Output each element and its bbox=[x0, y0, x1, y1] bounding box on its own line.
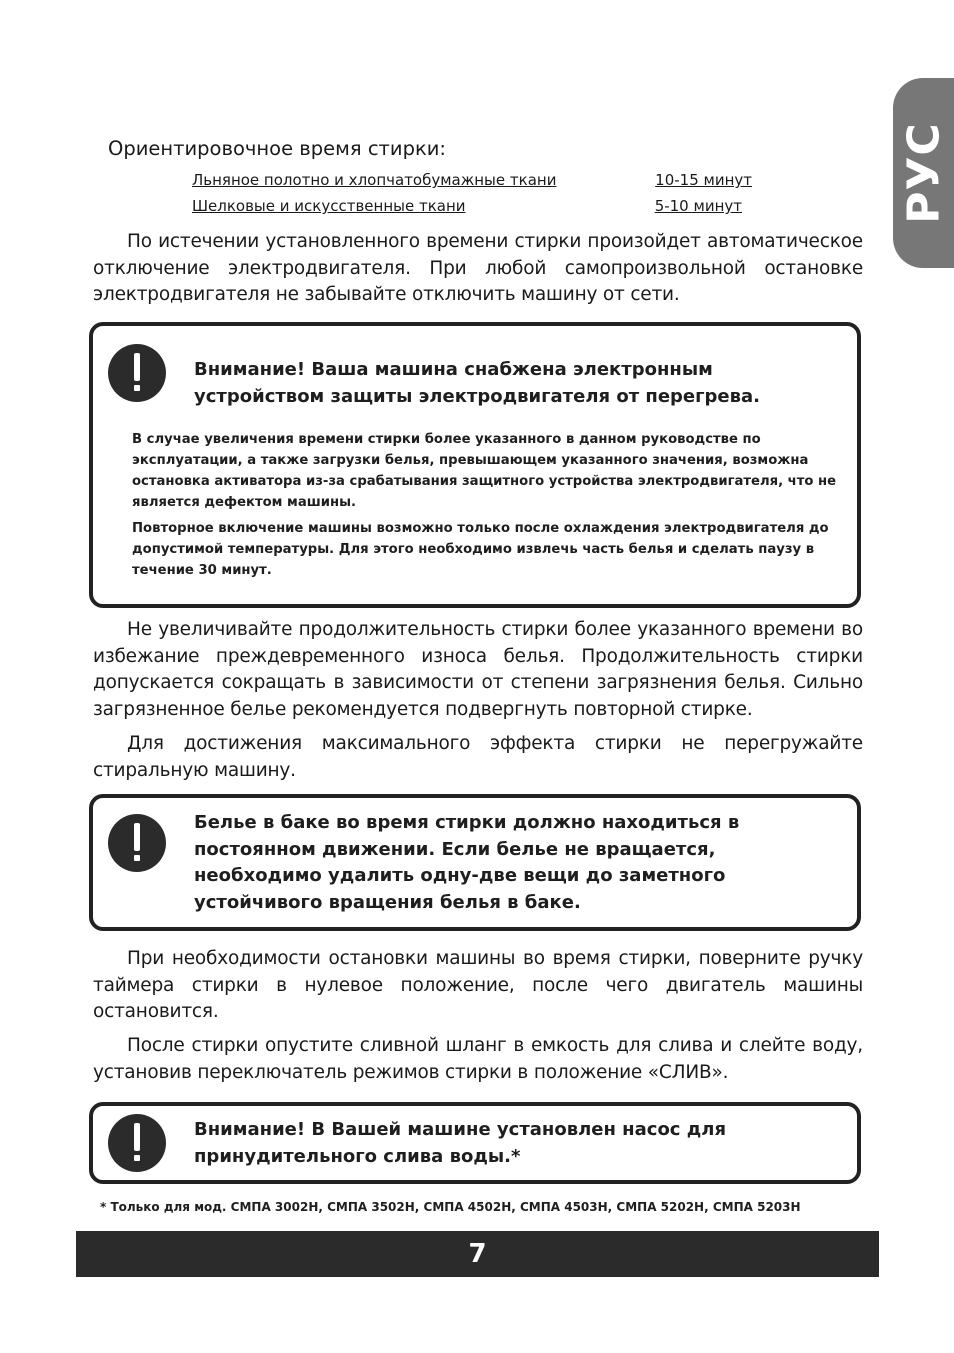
warning-detail: В случае увеличения времени стирки более указанного в данном руководстве по эксплуатации, а также загрузки белья, превышающем указанного значения, возможна остановка активатора из-за срабатывания защитного устройства электродвигателя, что не является дефектом машины. bbox=[132, 432, 837, 510]
paragraph-auto-shutdown: По истечении установленного времени стирки произойдет автоматическое отключение электродвигателя. При любой самопроизвольной остановке электродвигателя не забывайте отключить машину от сети. bbox=[93, 231, 863, 305]
wash-time-heading: Ориентировочное время стирки: bbox=[108, 137, 446, 160]
warning-detail: Повторное включение машины возможно только после охлаждения электродвигателя до допустимой температуры. Для этого необходимо извлечь часть белья и сделать паузу в течение 30 минут. bbox=[132, 521, 829, 578]
warning-title: Внимание! Ваша машина снабжена электронным устройством защиты электродвигателя от перегрева. bbox=[194, 359, 761, 407]
language-tab bbox=[893, 78, 954, 268]
time-value: 5-10 минут bbox=[654, 197, 742, 215]
paragraph-drain: После стирки опустите сливной шланг в емкость для слива и слейте воду, установив переключатель режимов стирки в положение «СЛИВ». bbox=[93, 1035, 863, 1083]
warning-icon bbox=[108, 1114, 166, 1172]
page-number: 7 bbox=[468, 1239, 487, 1269]
paragraph-duration: Не увеличивайте продолжительность стирки более указанного времени во избежание преждевременного износа белья. Продолжительность стирки допускается сокращать в зависимости от степени загрязнения белья. Сильно загрязненное белье рекомендуется подвергнуть повторной стирке. bbox=[93, 619, 863, 720]
fabric-label: Льняное полотно и хлопчатобумажные ткани bbox=[192, 171, 557, 189]
warning-title: Белье в баке во время стирки должно находиться в постоянном движении. Если белье не вращается, необходимо удалить одну-две вещи до заметного устойчивого вращения белья в баке. bbox=[194, 812, 740, 913]
fabric-label: Шелковые и искусственные ткани bbox=[192, 197, 466, 215]
warning-box-pump bbox=[89, 1102, 861, 1184]
paragraph-stop: При необходимости остановки машины во время стирки, поверните ручку таймера стирки в нулевое положение, после чего двигатель машины остановится. bbox=[93, 948, 863, 1022]
language-label: РУС bbox=[898, 122, 949, 224]
wash-time-table bbox=[192, 169, 752, 221]
page-number-bar bbox=[76, 1231, 879, 1277]
warning-box-overheat bbox=[89, 322, 861, 608]
warning-icon bbox=[108, 814, 166, 872]
paragraph-overload: Для достижения максимального эффекта стирки не перегружайте стиральную машину. bbox=[93, 733, 863, 781]
wash-time-row bbox=[192, 169, 752, 191]
warning-title: Внимание! В Вашей машине установлен насос для принудительного слива воды.* bbox=[194, 1119, 727, 1167]
wash-time-row bbox=[192, 195, 742, 217]
footnote: * Только для мод. СМПА 3002Н, СМПА 3502Н, СМПА 4502Н, СМПА 4503Н, СМПА 5202Н, СМПА 5203Н bbox=[100, 1200, 801, 1214]
time-value: 10-15 минут bbox=[655, 171, 752, 189]
warning-box-rotation bbox=[89, 794, 861, 931]
warning-icon bbox=[108, 344, 166, 402]
